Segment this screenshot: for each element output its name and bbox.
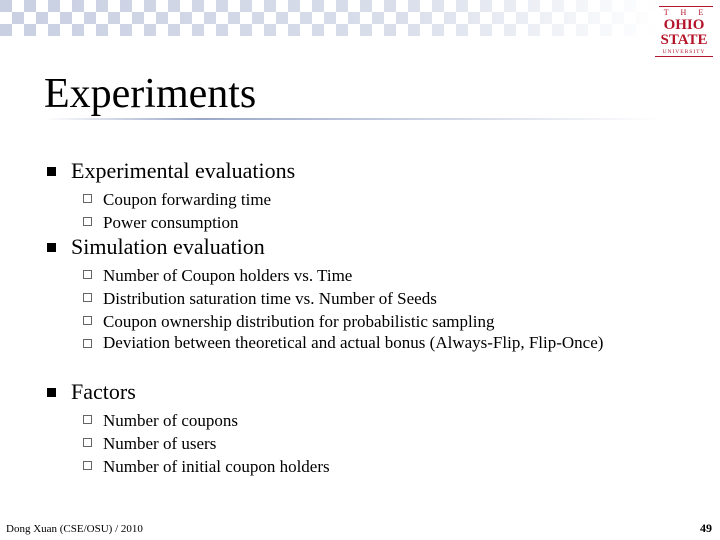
checkbox-bullet-icon xyxy=(83,293,92,302)
checkbox-bullet-icon xyxy=(83,270,92,279)
section-simulation-evaluation xyxy=(47,234,663,353)
list-item xyxy=(47,310,663,333)
list-item-text: Distribution saturation time vs. Number of Seeds xyxy=(103,289,437,308)
checkbox-bullet-icon xyxy=(83,194,92,203)
square-bullet-icon xyxy=(47,167,56,176)
checkbox-bullet-icon xyxy=(83,415,92,424)
slide-title: Experiments xyxy=(44,71,257,117)
section-heading xyxy=(47,379,330,405)
page-number: 49 xyxy=(700,521,712,535)
checkbox-bullet-icon xyxy=(83,339,92,348)
list-item xyxy=(47,432,330,455)
footer-author: Dong Xuan (CSE/OSU) / 2010 xyxy=(6,523,143,535)
section-factors xyxy=(47,379,330,478)
list-item-text: Coupon ownership distribution for probabilistic sampling xyxy=(103,312,495,331)
list-item xyxy=(47,409,330,432)
section-heading-text: Factors xyxy=(71,379,136,404)
logo-line-the: T H E xyxy=(659,6,713,18)
section-experimental-evaluations xyxy=(47,158,295,234)
logo-line-university: UNIVERSITY xyxy=(655,48,713,57)
square-bullet-icon xyxy=(47,388,56,397)
section-heading xyxy=(47,234,663,260)
list-item-text: Coupon forwarding time xyxy=(103,190,272,209)
title-underline xyxy=(44,118,664,120)
list-item xyxy=(47,455,330,478)
list-item xyxy=(47,287,663,310)
checkbox-bullet-icon xyxy=(83,438,92,447)
list-item-text: Number of Coupon holders vs. Time xyxy=(103,266,353,285)
list-item xyxy=(47,188,295,211)
list-item xyxy=(47,211,295,234)
section-heading-text: Experimental evaluations xyxy=(71,158,296,183)
checkbox-bullet-icon xyxy=(83,461,92,470)
decorative-checker-band xyxy=(0,0,660,36)
list-item-text: Number of initial coupon holders xyxy=(103,457,330,476)
list-item xyxy=(47,333,663,353)
checkbox-bullet-icon xyxy=(83,316,92,325)
list-item-text: Number of coupons xyxy=(103,411,239,430)
checkbox-bullet-icon xyxy=(83,217,92,226)
logo-line-ohio: OHIO xyxy=(663,17,705,33)
logo-line-state: STATE xyxy=(660,32,708,48)
list-item-text: Deviation between theoretical and actual bonus (Always-Flip, Flip-Once) xyxy=(103,333,604,352)
ohio-state-logo xyxy=(655,6,713,64)
list-item xyxy=(47,264,663,287)
list-item-text: Number of users xyxy=(103,434,217,453)
square-bullet-icon xyxy=(47,243,56,252)
section-heading-text: Simulation evaluation xyxy=(71,234,265,259)
list-item-text: Power consumption xyxy=(103,213,239,232)
section-heading xyxy=(47,158,295,184)
